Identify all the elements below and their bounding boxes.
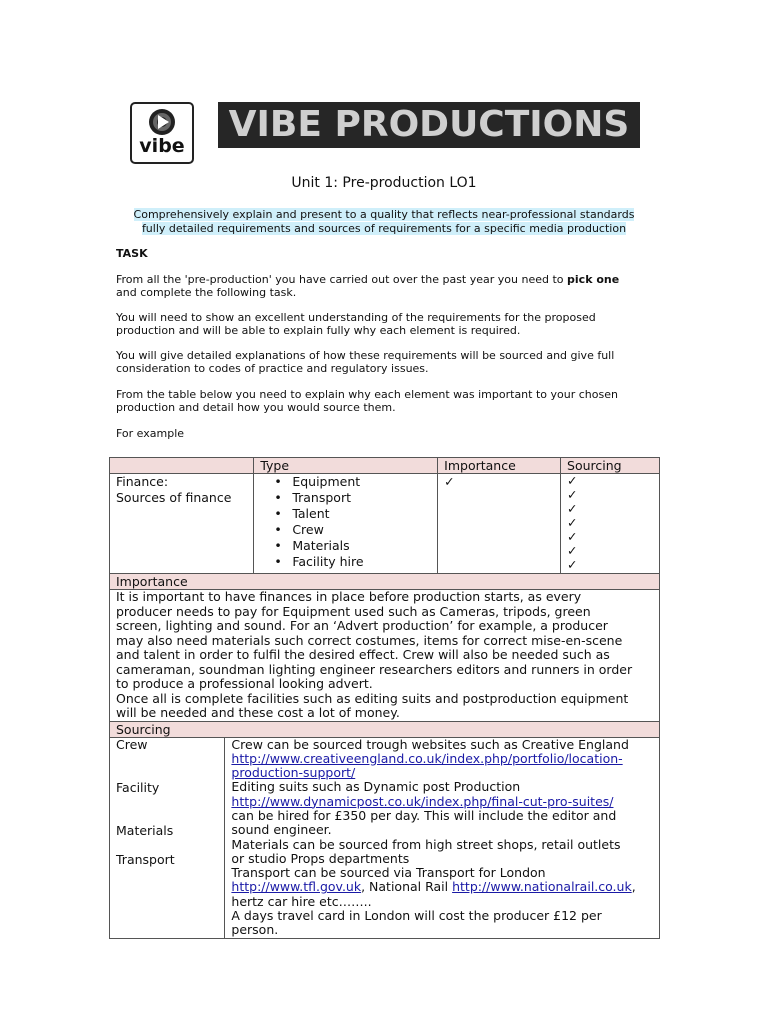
- importance-line: It is important to have finances in place before production starts, as every: [116, 589, 582, 604]
- p1-text: From all the 'pre-production' you have carried out over the past year you need to: [116, 273, 568, 286]
- logo-wordmark: vibe: [139, 135, 185, 157]
- travel-line-1: A days travel card in London will cost the producer £12 per: [231, 908, 602, 924]
- importance-text-row: [110, 590, 660, 722]
- check-icon: ✓: [444, 474, 455, 489]
- header-importance: Importance: [438, 458, 561, 474]
- list-item: • Talent: [260, 506, 437, 522]
- importance-line: screen, lighting and sound. For an ‘Advert production’ for example, a producer: [116, 618, 608, 633]
- check-icon: ✓: [567, 515, 578, 530]
- header-blank: [110, 458, 254, 474]
- check-icon: ✓: [567, 473, 578, 488]
- task-heading: TASK: [116, 247, 148, 260]
- p2-line-1: You will need to show an excellent understanding of the requirements for the proposed: [116, 311, 596, 324]
- label-facility: Facility: [116, 779, 160, 795]
- transport-mid-text: , National Rail: [361, 879, 453, 895]
- p4-line-1: From the table below you need to explain why each element was important to your chosen: [116, 388, 618, 401]
- p1-text-after: and complete the following task.: [116, 286, 297, 299]
- tfl-link[interactable]: http://www.tfl.gov.uk: [231, 879, 362, 895]
- creative-england-link-cont[interactable]: production-support/: [231, 765, 356, 781]
- type-cell: [254, 474, 438, 574]
- transport-end-text: ,: [631, 879, 636, 895]
- transport-links-line: [231, 880, 659, 894]
- criteria-highlight: [116, 208, 652, 236]
- task-paragraph-4: [116, 388, 676, 414]
- header-sourcing: Sourcing: [561, 458, 660, 474]
- importance-heading: Importance: [110, 574, 660, 590]
- importance-tick-cell: [438, 474, 561, 574]
- facility-line-3: can be hired for £350 per day. This will include the editor and: [231, 807, 617, 823]
- check-icon: ✓: [567, 543, 578, 558]
- check-icon: ✓: [567, 557, 578, 572]
- p1-bold: pick one: [567, 273, 620, 286]
- list-item: • Materials: [260, 538, 437, 554]
- p4-line-2: production and detail how you would source them.: [116, 401, 396, 414]
- title-banner: [218, 102, 640, 148]
- p3-line-2: consideration to codes of practice and regulatory issues.: [116, 362, 429, 375]
- finance-row: [110, 474, 660, 574]
- label-transport: Transport: [116, 851, 175, 867]
- sourcing-heading-row: [110, 721, 660, 737]
- facility-line-4: sound engineer.: [231, 822, 332, 838]
- importance-paragraph: [110, 590, 660, 722]
- importance-line: Once all is complete facilities such as editing suits and postproduction equipment: [116, 690, 629, 706]
- vibe-logo: [130, 102, 194, 164]
- header-type: Type: [254, 458, 438, 474]
- sourcing-details-cell: [225, 737, 660, 938]
- label-crew: Crew: [116, 736, 148, 752]
- list-item: • Crew: [260, 522, 437, 538]
- sourcing-ticks-cell: [561, 474, 660, 574]
- list-item: • Transport: [260, 490, 437, 506]
- check-icon: ✓: [567, 529, 578, 544]
- importance-line: and talent in order to fulfil the desired effect. Crew will also be needed such as: [116, 647, 610, 662]
- national-rail-link[interactable]: http://www.nationalrail.co.uk: [452, 879, 632, 895]
- task-paragraph-1: [116, 273, 676, 299]
- p2-line-2: production and will be able to explain fully why each element is required.: [116, 324, 521, 337]
- p3-line-1: You will give detailed explanations of how these requirements will be sourced and give full: [116, 349, 615, 362]
- type-list: [260, 474, 437, 570]
- transport-line-3: hertz car hire etc……..: [231, 893, 372, 909]
- criteria-line-2: fully detailed requirements and sources of requirements for a specific media production: [141, 222, 627, 235]
- task-paragraph-2: [116, 311, 676, 337]
- creative-england-link[interactable]: http://www.creativeengland.co.uk/index.php/portfolio/location-: [231, 750, 623, 766]
- importance-heading-row: [110, 574, 660, 590]
- finance-label-cell: [110, 474, 254, 574]
- check-icon: ✓: [567, 501, 578, 516]
- transport-line-1: Transport can be sourced via Transport for London: [231, 865, 546, 881]
- importance-line: cameraman, soundman lighting engineer researchers editors and runners in order: [116, 661, 633, 677]
- materials-line-1: Materials can be sourced from high street shops, retail outlets: [231, 836, 621, 852]
- importance-line: to produce a professional looking advert.: [116, 676, 373, 691]
- unit-title: Unit 1: Pre-production LO1: [291, 175, 477, 191]
- dynamic-post-link[interactable]: http://www.dynamicpost.co.uk/index.php/final-cut-pro-suites/: [231, 793, 614, 809]
- list-item: • Facility hire: [260, 554, 437, 570]
- for-example: For example: [116, 427, 185, 440]
- criteria-line-1: Comprehensively explain and present to a quality that reflects near-professional standards: [133, 208, 635, 221]
- finance-sub-label: Sources of finance: [116, 490, 232, 505]
- importance-line: producer needs to pay for Equipment used such as Cameras, tripods, green: [116, 603, 591, 619]
- table-header-row: [110, 458, 660, 474]
- label-materials: Materials: [116, 822, 174, 838]
- requirements-table: [109, 457, 660, 939]
- crew-text: Crew can be sourced trough websites such as Creative England: [231, 736, 629, 752]
- banner-text: VIBE PRODUCTIONS: [228, 104, 630, 145]
- list-item: • Equipment: [260, 474, 437, 490]
- importance-line: may also need materials such correct costumes, items for correct mise-en-scene: [116, 632, 623, 648]
- check-icon: ✓: [567, 487, 578, 502]
- finance-label: Finance:: [116, 474, 169, 489]
- sourcing-heading: Sourcing: [110, 721, 660, 737]
- facility-text: Editing suits such as Dynamic post Production: [231, 779, 521, 795]
- materials-line-2: or studio Props departments: [231, 850, 410, 866]
- sourcing-detail-row: [110, 737, 660, 938]
- sourcing-labels-cell: [110, 737, 225, 938]
- travel-line-2: person.: [231, 922, 279, 938]
- importance-line: will be needed and these cost a lot of money.: [116, 705, 400, 720]
- task-paragraph-3: [116, 349, 676, 375]
